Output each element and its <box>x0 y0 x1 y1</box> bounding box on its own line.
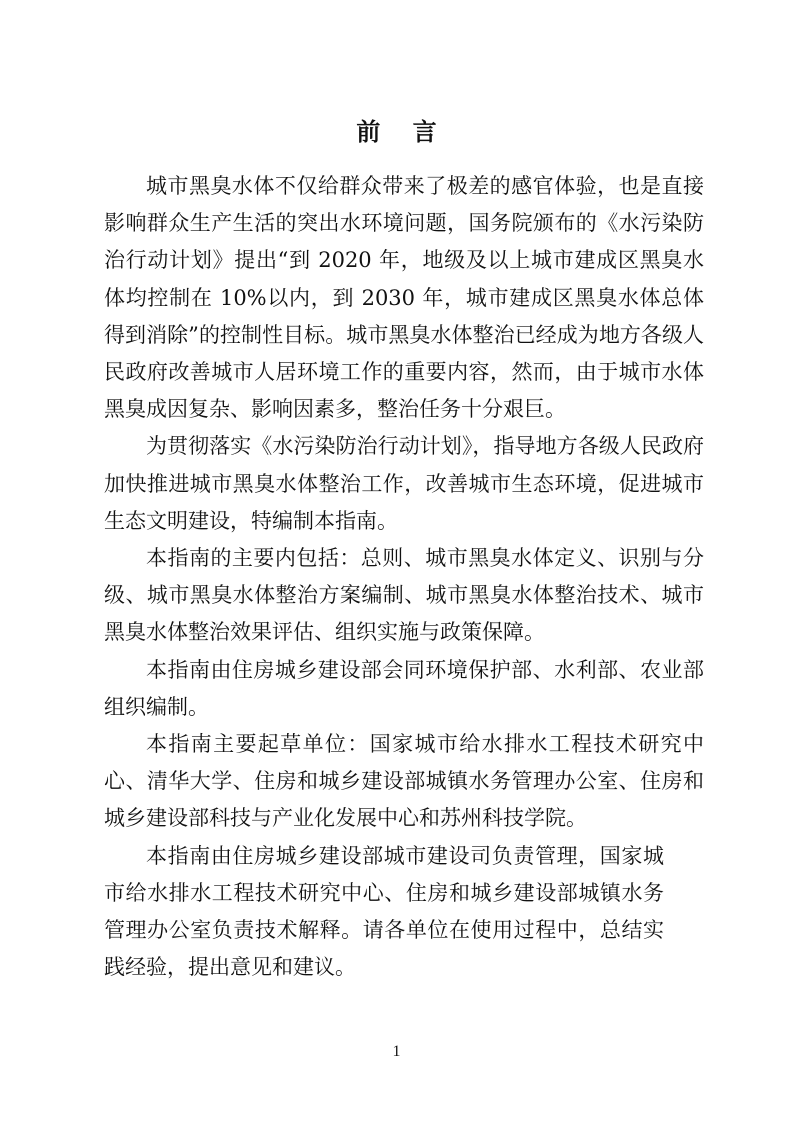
page-title: 前 言 <box>356 117 449 146</box>
paragraph-background: 城市黑臭水体不仅给群众带来了极差的感官体验，也是直接影响群众生产生活的突出水环境问题，国务院颁布的《水污染防治行动计划》提出“到 2020 年，地级及以上城市建成区黑臭水体均控制在 10%以内，到 2030 年，城市建成区黑臭水体总体得到消除”的控制性目标。城市黑臭水体整治已经成为地方各级人民政府改善城市人居环境工作的重要内容，然而，由于城市水体黑臭成因复杂、影响因素多，整治任务十分艰巨。 <box>104 174 704 422</box>
paragraph-purpose: 为贯彻落实《水污染防治行动计划》，指导地方各级人民政府加快推进城市黑臭水体整治工作，改善城市生态环境，促进城市生态文明建设，特编制本指南。 <box>104 434 704 533</box>
paragraph-management: 本指南由住房城乡建设部城市建设司负责管理，国家城市给水排水工程技术研究中心、住房和城乡建设部城镇水务管理办公室负责技术解释。请各单位在使用过程中，总结实践经验，提出意见和建议。 <box>104 843 664 980</box>
paragraph-organizers: 本指南由住房城乡建设部会同环境保护部、水利部、农业部组织编制。 <box>104 657 704 719</box>
paragraph-contents: 本指南的主要内包括：总则、城市黑臭水体定义、识别与分级、城市黑臭水体整治方案编制、城市黑臭水体整治技术、城市黑臭水体整治效果评估、组织实施与政策保障。 <box>104 546 704 645</box>
document-body <box>104 168 704 986</box>
paragraph-drafting-units: 本指南主要起草单位：国家城市给水排水工程技术研究中心、清华大学、住房和城乡建设部城镇水务管理办公室、住房和城乡建设部科技与产业化发展中心和苏州科技学院。 <box>104 732 704 831</box>
page-number: 1 <box>392 1043 401 1060</box>
